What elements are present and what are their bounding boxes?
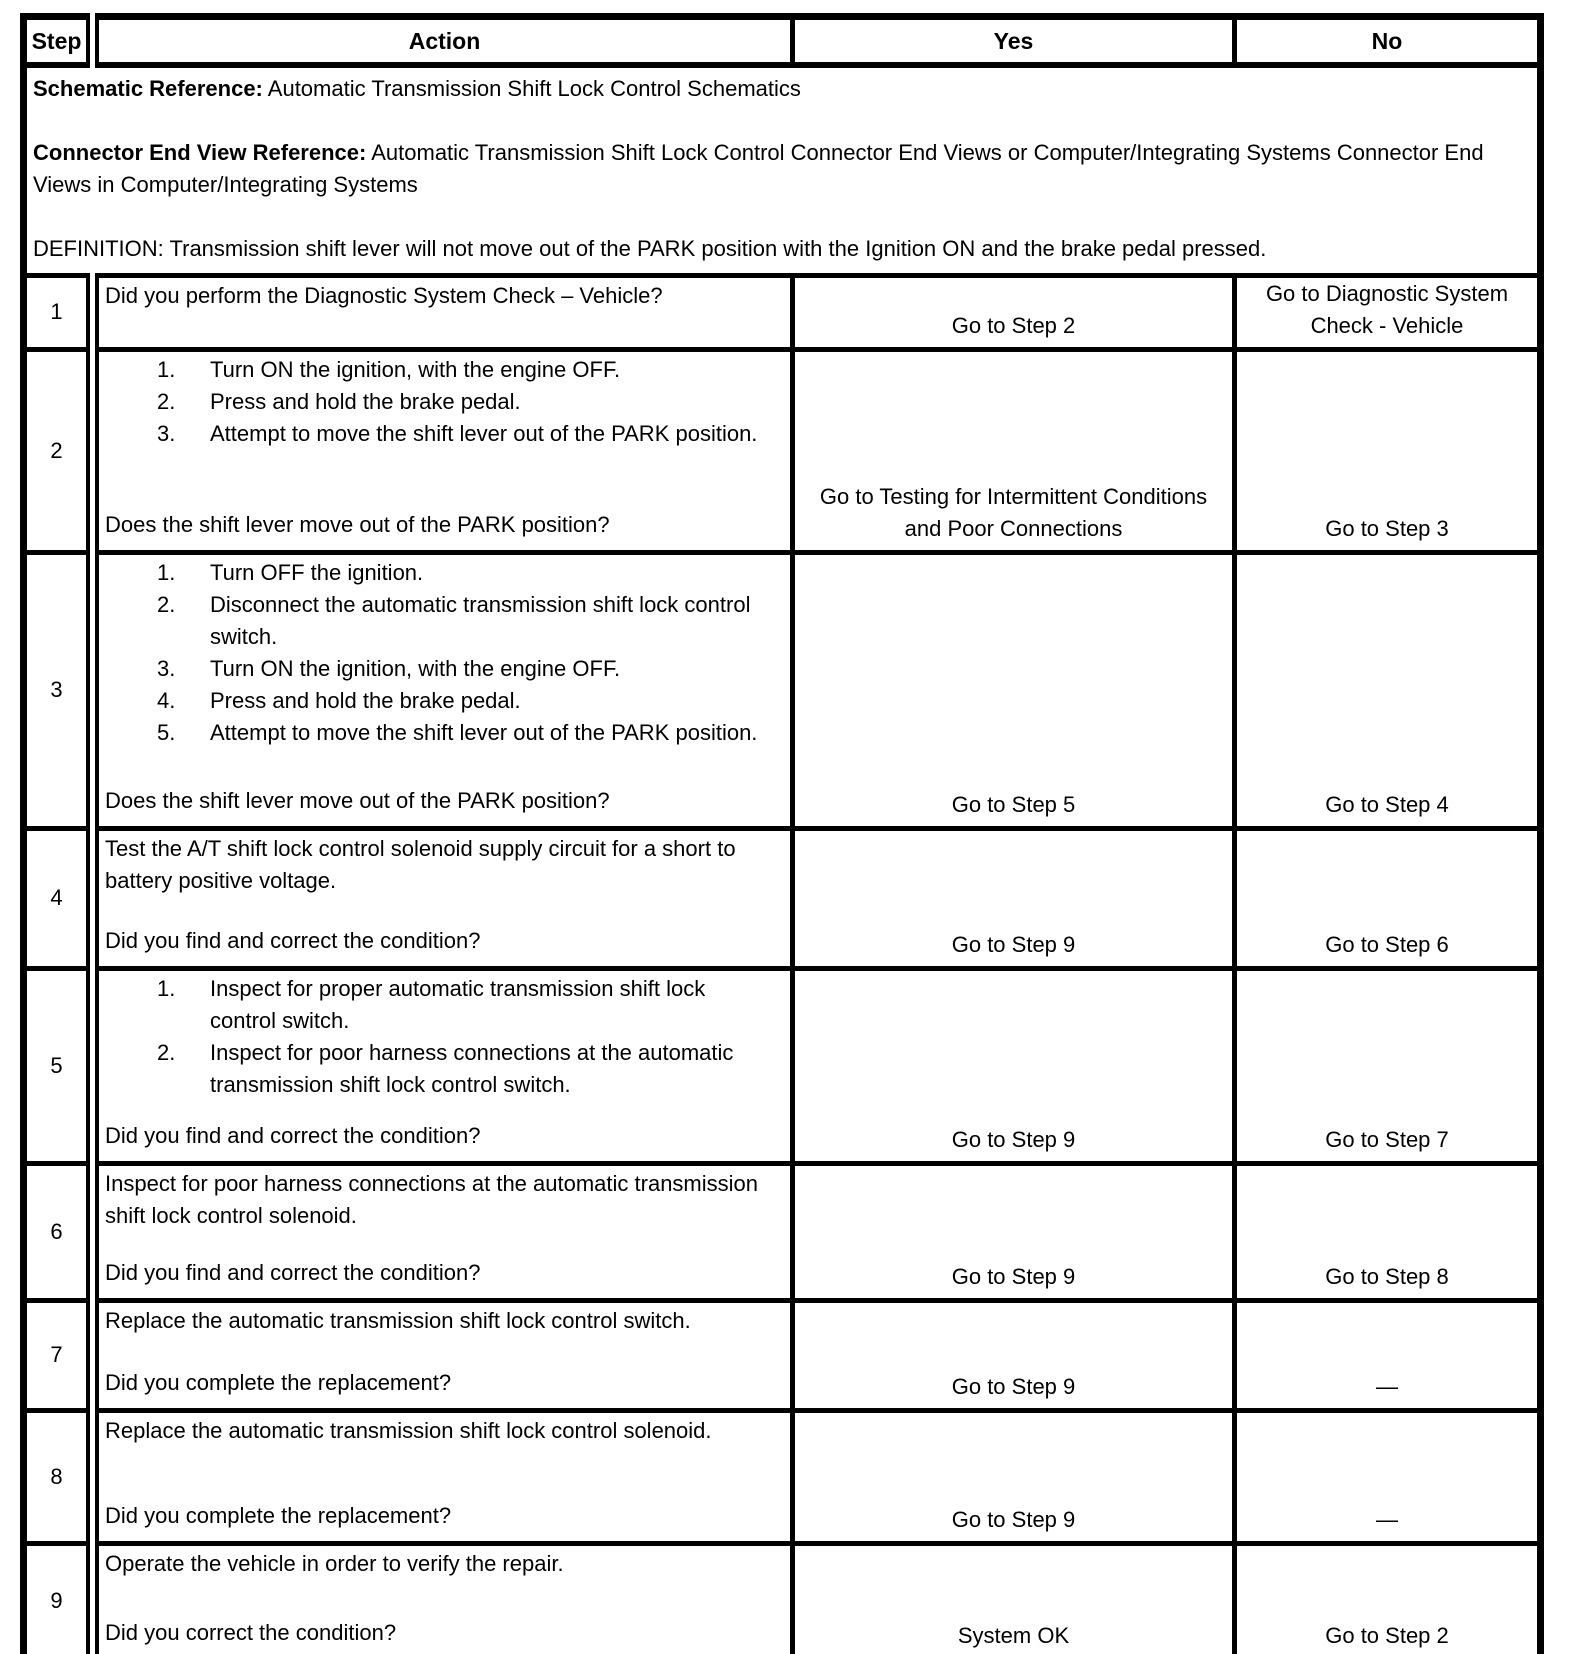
definition-text: DEFINITION: Transmission shift lever will not move out of the PARK position with the Ignition ON and the brake pedal pressed. <box>33 236 1267 261</box>
yes-value: Go to Step 2 <box>951 312 1076 338</box>
list-item-number: 3. <box>157 420 176 446</box>
schematic-reference-label: Schematic Reference: <box>33 76 263 101</box>
step-number: 9 <box>24 1543 93 1654</box>
yes-cell <box>793 1163 1235 1300</box>
step-row-8 <box>24 1410 1541 1543</box>
connector-end-view-reference <box>33 137 1527 201</box>
no-cell <box>1235 1410 1541 1543</box>
yes-value: Go to Step 9 <box>951 1373 1076 1399</box>
action-text: Operate the vehicle in order to verify the repair. <box>105 1550 564 1576</box>
action-text: Test the A/T shift lock control solenoid supply circuit for a short to battery positive voltage. <box>105 835 736 893</box>
step-number: 6 <box>24 1163 93 1300</box>
yes-value: Go to Step 5 <box>951 791 1076 817</box>
action-content <box>105 1415 782 1532</box>
action-cell <box>93 275 793 349</box>
list-item <box>105 557 782 589</box>
list-item <box>105 653 782 685</box>
no-value: Go to Step 4 <box>1325 791 1449 817</box>
action-cell <box>93 552 793 828</box>
header-yes: Yes <box>793 17 1235 66</box>
step-row-5 <box>24 968 1541 1163</box>
list-item-text: Turn OFF the ignition. <box>210 559 424 585</box>
step-row-9 <box>24 1543 1541 1654</box>
list-item-text: Inspect for proper automatic transmission shift lock control switch. <box>210 975 706 1033</box>
no-value: Go to Step 2 <box>1325 1622 1449 1648</box>
no-cell <box>1235 1543 1541 1654</box>
no-cell <box>1235 828 1541 968</box>
no-cell <box>1235 349 1541 552</box>
step-number: 5 <box>24 968 93 1163</box>
list-item <box>105 418 782 450</box>
yes-value: Go to Testing for Intermittent Conditions and Poor Connections <box>819 483 1208 541</box>
header-step: Step <box>24 17 93 66</box>
no-value: Go to Step 7 <box>1325 1126 1449 1152</box>
action-question: Did you complete the replacement? <box>105 1369 452 1395</box>
no-value: Go to Step 3 <box>1325 515 1449 541</box>
action-text: Replace the automatic transmission shift lock control switch. <box>105 1307 691 1333</box>
yes-value: Go to Step 9 <box>951 1263 1076 1289</box>
step-number: 8 <box>24 1410 93 1543</box>
reference-row <box>24 65 1541 275</box>
no-cell <box>1235 968 1541 1163</box>
no-value: — <box>1376 1373 1398 1399</box>
step-row-3 <box>24 552 1541 828</box>
list-item-number: 1. <box>157 975 176 1001</box>
yes-cell <box>793 552 1235 828</box>
list-item-number: 2. <box>157 1039 176 1065</box>
list-item-text: Turn ON the ignition, with the engine OFF. <box>210 655 621 681</box>
list-item <box>105 589 782 653</box>
action-question: Did you complete the replacement? <box>105 1502 452 1528</box>
no-value: Go to Step 8 <box>1325 1263 1449 1289</box>
step-row-2 <box>24 349 1541 552</box>
step-row-4 <box>24 828 1541 968</box>
list-item-text: Disconnect the automatic transmission shift lock control switch. <box>210 591 751 649</box>
yes-cell <box>793 1300 1235 1410</box>
action-content <box>105 280 782 325</box>
action-content <box>105 1168 782 1289</box>
action-numbered-list <box>105 973 782 1101</box>
list-item-number: 1. <box>157 559 176 585</box>
yes-cell <box>793 1543 1235 1654</box>
action-question: Did you correct the condition? <box>105 1619 397 1645</box>
no-value: Go to Diagnostic System Check - Vehicle <box>1265 280 1509 338</box>
action-content <box>105 973 782 1152</box>
yes-cell <box>793 968 1235 1163</box>
step-row-1 <box>24 275 1541 349</box>
step-row-6 <box>24 1163 1541 1300</box>
action-cell <box>93 1410 793 1543</box>
action-question: Did you find and correct the condition? <box>105 927 481 953</box>
no-value: — <box>1376 1506 1398 1532</box>
list-item-text: Inspect for poor harness connections at the automatic transmission shift lock control switch. <box>210 1039 734 1097</box>
yes-value: Go to Step 9 <box>951 1126 1076 1152</box>
yes-cell <box>793 828 1235 968</box>
header-action: Action <box>93 17 793 66</box>
no-value: Go to Step 6 <box>1325 931 1449 957</box>
step-row-7 <box>24 1300 1541 1410</box>
step-number: 7 <box>24 1300 93 1410</box>
action-content <box>105 1305 782 1399</box>
reference-cell <box>24 65 1541 275</box>
yes-value: System OK <box>957 1622 1070 1648</box>
list-item <box>105 1037 782 1101</box>
action-numbered-list <box>105 557 782 749</box>
schematic-reference-text: Automatic Transmission Shift Lock Control Schematics <box>262 76 801 101</box>
action-content <box>105 557 782 817</box>
action-cell <box>93 349 793 552</box>
list-item-number: 4. <box>157 687 176 713</box>
connector-reference-label: Connector End View Reference: <box>33 140 367 165</box>
action-numbered-list <box>105 354 782 450</box>
list-item-number: 3. <box>157 655 176 681</box>
yes-cell <box>793 1410 1235 1543</box>
list-item-text: Turn ON the ignition, with the engine OFF. <box>210 356 621 382</box>
action-text: Replace the automatic transmission shift lock control solenoid. <box>105 1417 712 1443</box>
list-item-number: 2. <box>157 388 176 414</box>
yes-value: Go to Step 9 <box>951 1506 1076 1532</box>
action-cell <box>93 1300 793 1410</box>
action-content <box>105 354 782 541</box>
list-item-number: 5. <box>157 719 176 745</box>
list-item-text: Press and hold the brake pedal. <box>210 388 521 414</box>
step-number: 1 <box>24 275 93 349</box>
action-question: Does the shift lever move out of the PARK position? <box>105 511 610 537</box>
yes-cell <box>793 275 1235 349</box>
no-cell <box>1235 552 1541 828</box>
action-content <box>105 833 782 957</box>
connector-reference-text: Automatic Transmission Shift Lock Control Connector End Views or Computer/Integrating Systems Connector End Views in Computer/Integrating Systems <box>33 140 1484 197</box>
yes-value: Go to Step 9 <box>951 931 1076 957</box>
step-number: 3 <box>24 552 93 828</box>
no-cell <box>1235 275 1541 349</box>
action-cell <box>93 1163 793 1300</box>
no-cell <box>1235 1163 1541 1300</box>
action-text: Inspect for poor harness connections at the automatic transmission shift lock control solenoid. <box>105 1170 759 1228</box>
action-question: Did you perform the Diagnostic System Check – Vehicle? <box>105 282 663 308</box>
action-question: Did you find and correct the condition? <box>105 1259 481 1285</box>
diagnostic-table <box>20 13 1544 1654</box>
step-number: 4 <box>24 828 93 968</box>
action-question: Does the shift lever move out of the PARK position? <box>105 787 610 813</box>
list-item-number: 2. <box>157 591 176 617</box>
action-cell <box>93 828 793 968</box>
list-item <box>105 386 782 418</box>
action-content <box>105 1548 782 1649</box>
list-item-number: 1. <box>157 356 176 382</box>
list-item <box>105 717 782 749</box>
list-item <box>105 354 782 386</box>
header-no: No <box>1235 17 1541 66</box>
list-item <box>105 685 782 717</box>
action-cell <box>93 1543 793 1654</box>
step-number: 2 <box>24 349 93 552</box>
schematic-reference <box>33 73 1527 105</box>
action-question: Did you find and correct the condition? <box>105 1122 481 1148</box>
no-cell <box>1235 1300 1541 1410</box>
list-item-text: Attempt to move the shift lever out of the PARK position. <box>210 719 758 745</box>
header-row <box>24 17 1541 66</box>
action-cell <box>93 968 793 1163</box>
list-item-text: Attempt to move the shift lever out of the PARK position. <box>210 420 758 446</box>
list-item <box>105 973 782 1037</box>
list-item-text: Press and hold the brake pedal. <box>210 687 521 713</box>
yes-cell <box>793 349 1235 552</box>
